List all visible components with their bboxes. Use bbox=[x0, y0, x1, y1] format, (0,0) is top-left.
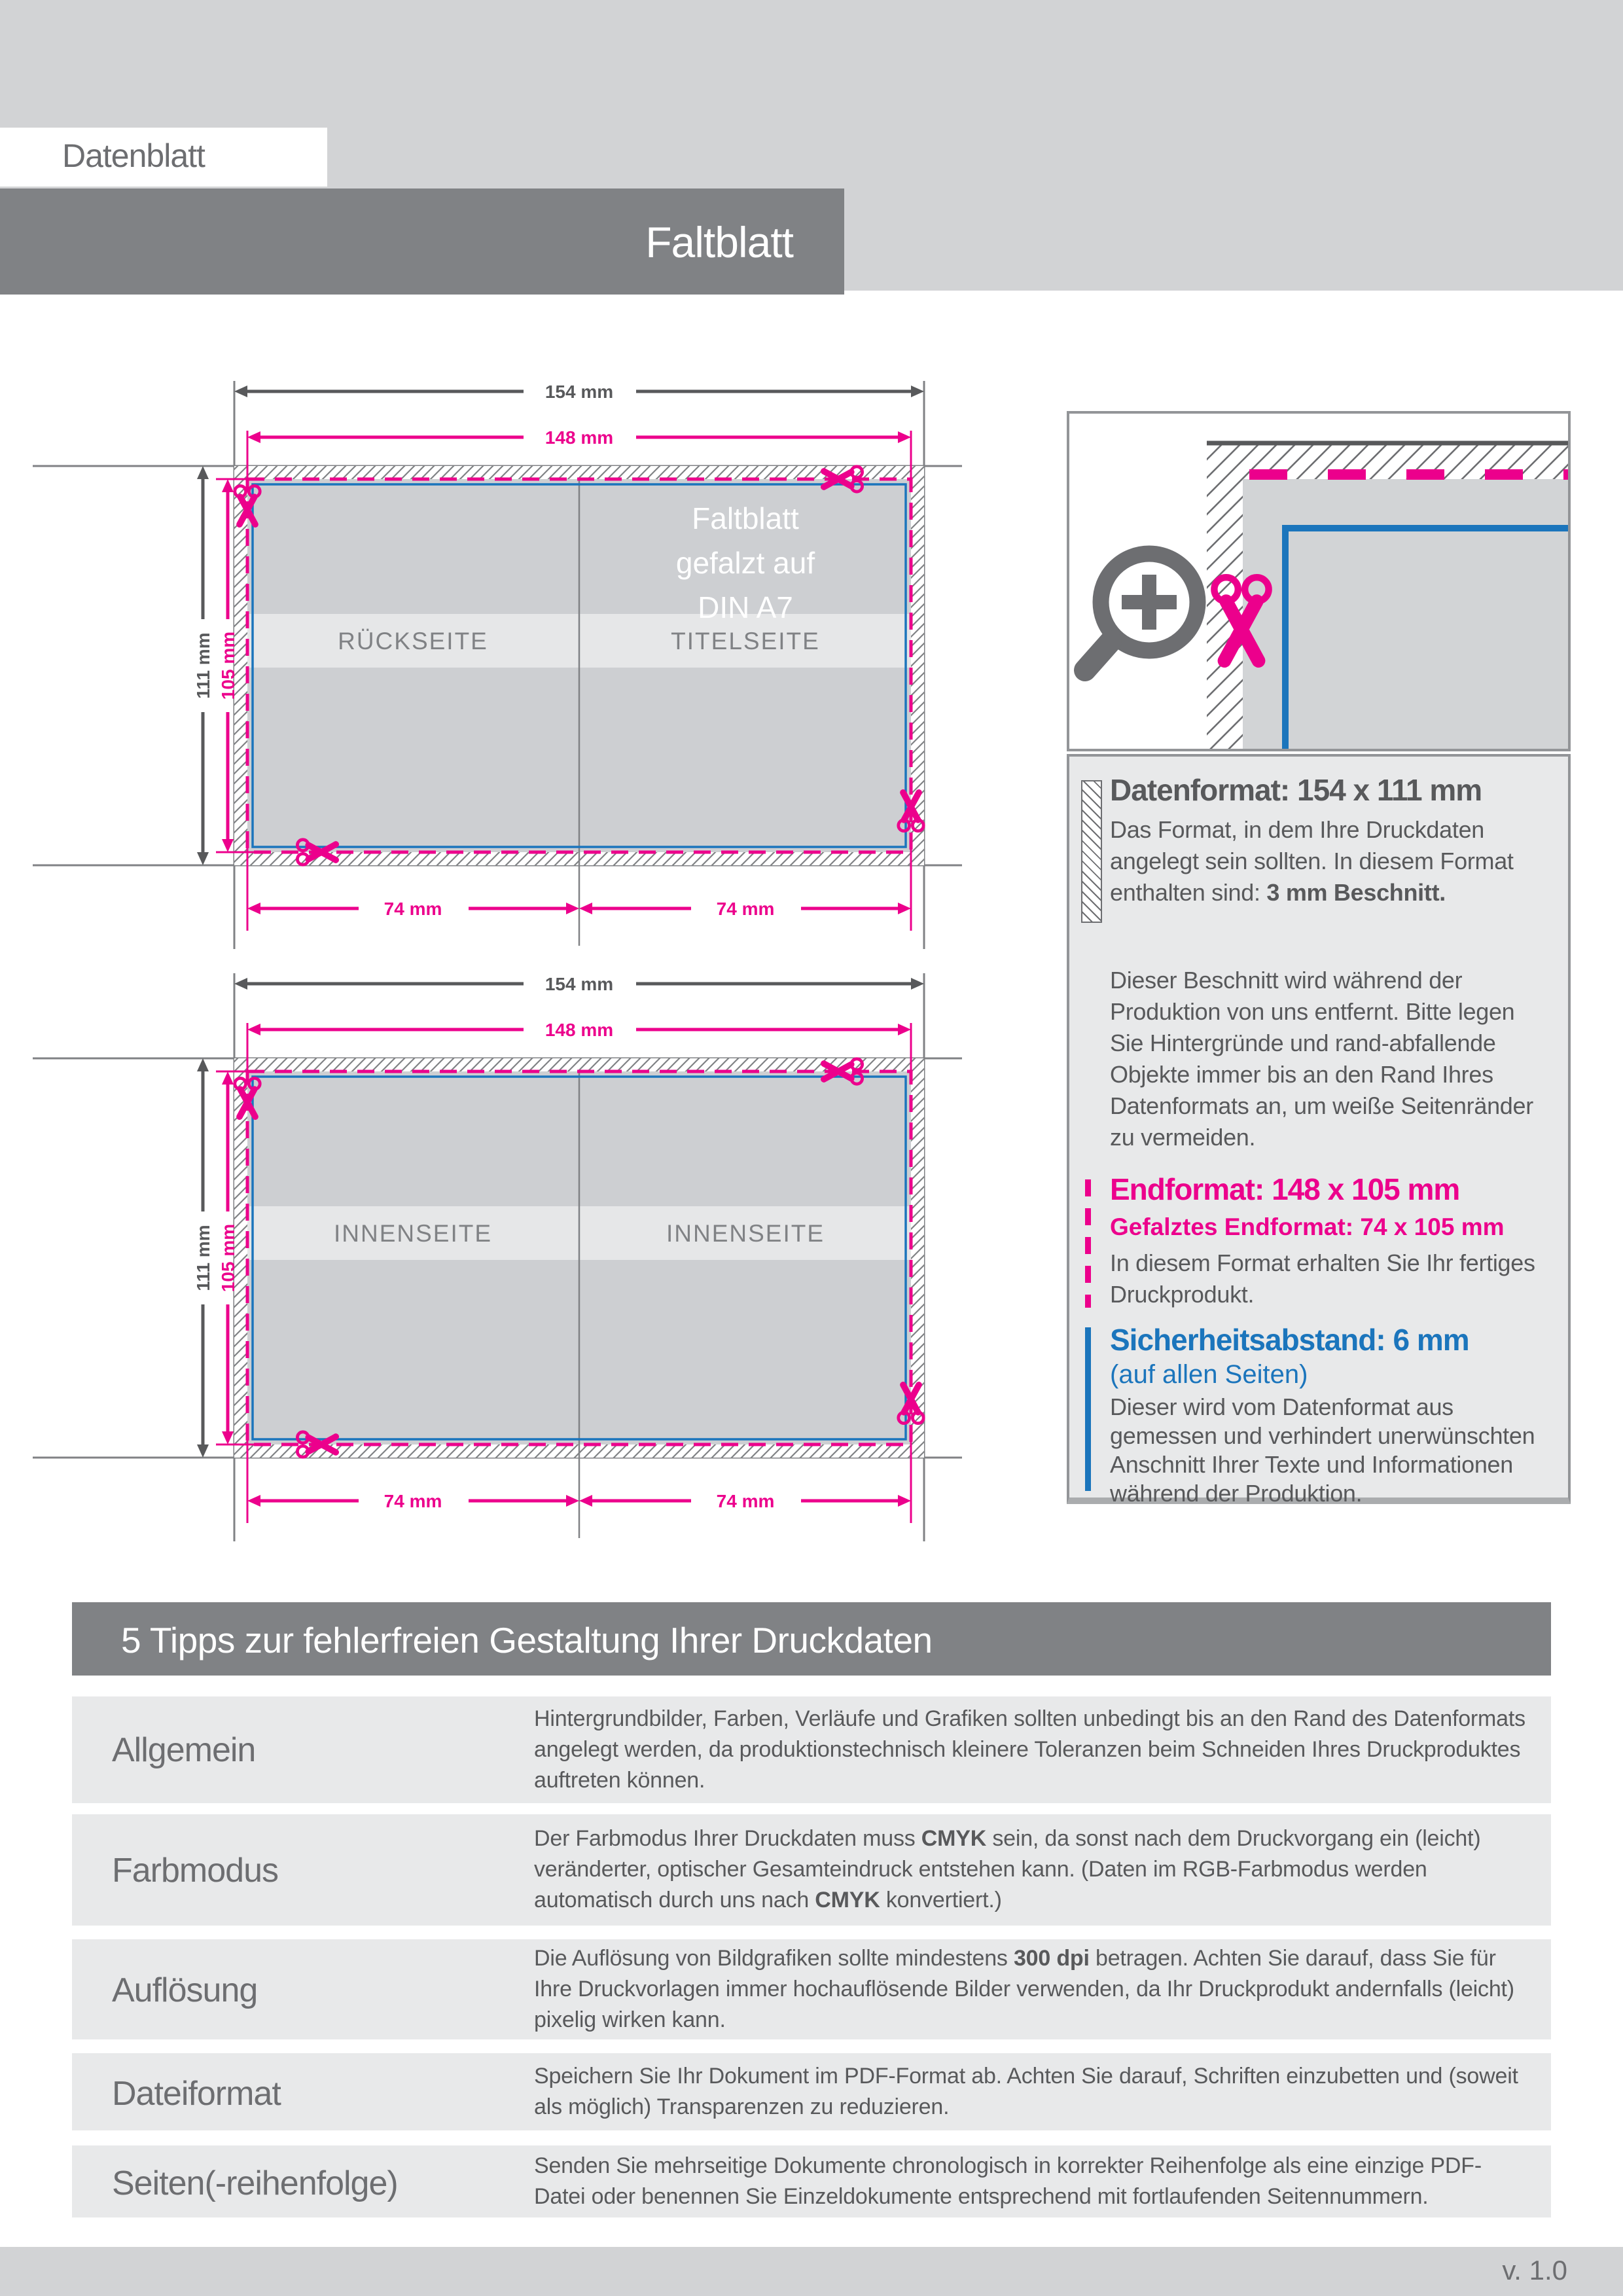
tip-label: Farbmodus bbox=[112, 1852, 278, 1890]
tips-heading: 5 Tipps zur fehlerfreien Gestaltung Ihrer Druckdaten bbox=[121, 1620, 933, 1660]
tip-row-seitenreihenfolge bbox=[72, 2145, 1551, 2217]
panel-label-left: RÜCKSEITE bbox=[338, 628, 488, 655]
tip-text: Hintergrundbilder, Farben, Verläufe und Grafiken sollten unbedingt bis an den Rand des Datenformats angelegt werden, da produktionstechnisch kleinere Toleranzen beim Schneiden Ihres Druckproduktes auftreten können. bbox=[534, 1706, 1525, 1793]
header-tab bbox=[0, 128, 327, 187]
product-title: Faltblatt bbox=[645, 218, 793, 266]
fold-diagram-inner-pages bbox=[0, 933, 982, 1561]
format-info-box bbox=[1067, 754, 1571, 1507]
sicherheitsabstand-heading: Sicherheitsabstand: 6 mm bbox=[1110, 1323, 1469, 1357]
endformat-body: In diesem Format erhalten Sie Ihr fertiges Druckprodukt. bbox=[1110, 1249, 1535, 1308]
panel-label-right: TITELSEITE bbox=[671, 628, 820, 655]
card-area bbox=[1243, 479, 1568, 749]
svg-text:gefalzt auf: gefalzt auf bbox=[675, 546, 815, 580]
svg-text:Faltblatt: Faltblatt bbox=[692, 501, 799, 535]
sicherheitsabstand-body: Dieser wird vom Datenformat aus gemessen und verhindert unerwünschten Anschnitt Ihrer Texte und Informationen während der Produktion. bbox=[1110, 1393, 1535, 1507]
safety-legend-icon bbox=[1085, 1327, 1091, 1491]
footer-band bbox=[0, 2247, 1623, 2296]
tip-text: Speichern Sie Ihr Dokument im PDF-Format ab. Achten Sie darauf, Schriften einzubetten und (soweit als möglich) Transparenzen zu reduzieren. bbox=[534, 2064, 1518, 2119]
fold-diagram-outer-pages bbox=[0, 340, 982, 969]
version-label: v. 1.0 bbox=[1502, 2255, 1567, 2286]
panel-label-right: INNENSEITE bbox=[666, 1220, 825, 1247]
dim-panel-right-label: 74 mm bbox=[716, 899, 775, 919]
corner-zoom-graphic bbox=[1069, 414, 1568, 749]
tip-label: Dateiformat bbox=[112, 2075, 281, 2113]
corner-zoom-illustration bbox=[1067, 411, 1571, 751]
dim-trim-height-label: 105 mm bbox=[218, 1223, 238, 1293]
product-title-bar bbox=[0, 188, 844, 295]
tip-text: Die Auflösung von Bildgrafiken sollte mindestens 300 dpi betragen. Achten Sie darauf, dass Sie für Ihre Druckvorlagen immer hochauflösende Bilder verwenden, da Ihr Druckprodukt andernfalls (leicht) pixelig wirken kann. bbox=[534, 1946, 1514, 2032]
dim-trim-width-label: 148 mm bbox=[544, 427, 614, 448]
panel-label-left: INNENSEITE bbox=[333, 1220, 493, 1247]
tip-row-farbmodus bbox=[72, 1814, 1551, 1926]
dim-panel-right-label: 74 mm bbox=[716, 1491, 775, 1511]
endformat-heading: Endformat: 148 x 105 mm bbox=[1110, 1172, 1460, 1206]
dim-panel-left-label: 74 mm bbox=[383, 899, 442, 919]
tip-text: Der Farbmodus Ihrer Druckdaten muss CMYK sein, da sonst nach dem Druckvorgang ein (leicht) veränderter, optischer Gesamteindruck entstehen kann. (Daten im RGB-Farbmodus werden automatisch durch uns nach CMYK konvertiert.) bbox=[534, 1826, 1481, 1912]
endformat-subheading: Gefalztes Endformat: 74 x 105 mm bbox=[1110, 1213, 1505, 1240]
dim-total-height-label: 111 mm bbox=[193, 1225, 213, 1291]
dim-trim-width-label: 148 mm bbox=[544, 1020, 614, 1040]
header-tab-label: Datenblatt bbox=[62, 137, 205, 174]
dim-total-width-label: 154 mm bbox=[544, 974, 614, 994]
cut-line-legend-icon bbox=[1085, 1179, 1091, 1308]
dim-total-width-label: 154 mm bbox=[544, 382, 614, 402]
dim-trim-height-label: 105 mm bbox=[218, 631, 238, 700]
dim-panel-left-label: 74 mm bbox=[383, 1491, 442, 1511]
tip-row-allgemein bbox=[72, 1696, 1551, 1803]
datenformat-paragraph: Dieser Beschnitt wird während der Produktion von uns entfernt. Bitte legen Sie Hintergründe und rand-abfallende Objekte immer bis an den Rand Ihres Datenformats an, um weiße Seitenränder zu vermeiden. bbox=[1110, 967, 1533, 1151]
svg-text:DIN A7: DIN A7 bbox=[698, 590, 793, 624]
dim-total-height-label: 111 mm bbox=[193, 632, 213, 699]
sicherheitsabstand-subheading: (auf allen Seiten) bbox=[1110, 1360, 1308, 1389]
datenformat-heading: Datenformat: 154 x 111 mm bbox=[1110, 773, 1482, 807]
zoom-icon bbox=[1085, 554, 1198, 670]
tip-text: Senden Sie mehrseitige Dokumente chronologisch in korrekter Reihenfolge als eine einzige PDF-Datei oder benennen Sie Einzeldokumente entsprechend mit fortlaufenden Seitennummern. bbox=[534, 2153, 1482, 2209]
tips-header-bar bbox=[72, 1602, 1551, 1676]
tip-label: Auflösung bbox=[112, 1971, 258, 2009]
tip-row-dateiformat bbox=[72, 2053, 1551, 2130]
datenformat-body: Das Format, in dem Ihre Druckdaten angelegt sein sollten. In diesem Format enthalten sind: 3 mm Beschnitt. bbox=[1110, 816, 1514, 906]
bleed-legend-icon bbox=[1081, 780, 1102, 923]
tip-label: Allgemein bbox=[112, 1731, 256, 1769]
tip-row-aufloesung bbox=[72, 1939, 1551, 2039]
tip-label: Seiten(-reihenfolge) bbox=[112, 2164, 398, 2202]
